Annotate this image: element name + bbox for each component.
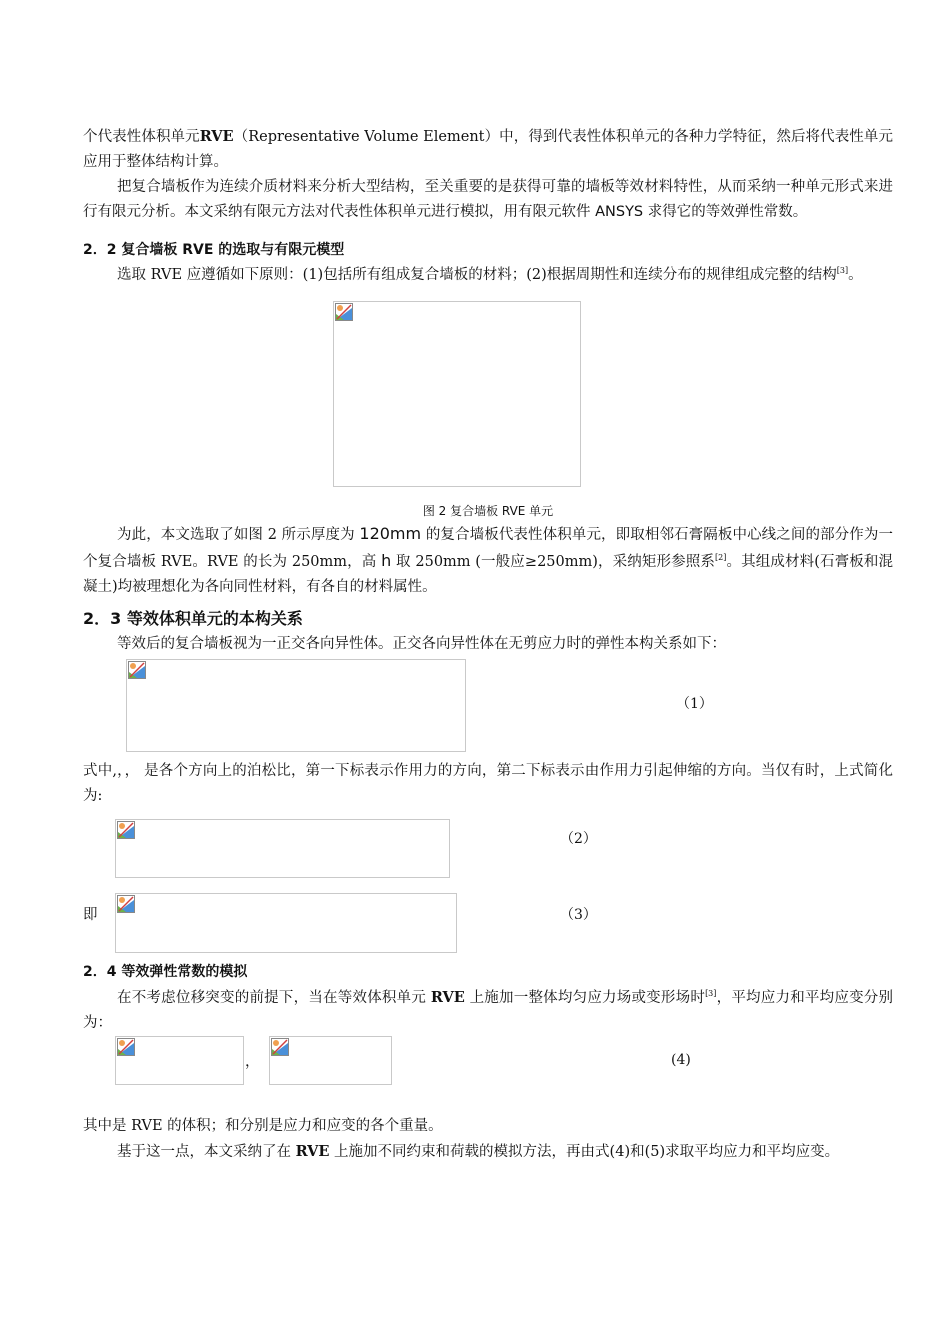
text: 为此，本文选取了如图 2 所示厚度为	[117, 527, 360, 543]
equation-4-separator: ，	[245, 1054, 260, 1070]
text: 取 250mm (一般应≥250mm)，采纳矩形参照系	[391, 554, 716, 570]
text-ansys: ANSYS	[595, 204, 644, 220]
paragraph-rve-intro	[83, 124, 893, 175]
paragraph-rve-selection	[83, 521, 893, 600]
text: 的复合墙板代表性体积单元，即取相邻石膏隔板中心线之间的部分作为一个复合墙板 RVE。RVE 的长为 250mm，高	[83, 527, 893, 570]
figure-2-caption	[83, 501, 893, 521]
equation-4b-image	[269, 1036, 392, 1085]
broken-image-icon	[335, 303, 353, 321]
citation-ref[interactable]: [3]	[705, 989, 717, 999]
broken-image-icon	[128, 661, 146, 679]
equation-4a-image	[115, 1036, 244, 1085]
text: （Representative Volume Element）中，得到代表性体积单元的各种力学特征，然后将代表性单元应用于整体结构计算。	[83, 129, 893, 170]
figure-2-image	[333, 301, 581, 487]
text-bold-rve: RVE	[430, 989, 465, 1006]
equation-2-number: （2）	[560, 831, 597, 847]
paragraph-poisson: 式中,，， 是各个方向上的泊松比，第一下标表示作用力的方向，第二下标表示由作用力引起伸缩的方向。当仅有时，上式简化为:	[83, 763, 893, 804]
text: 基于这一点，本文采纳了在	[117, 1144, 296, 1160]
equation-4-row	[83, 1036, 893, 1114]
broken-image-icon	[117, 821, 135, 839]
text: 个代表性体积单元	[83, 129, 200, 145]
document-body	[83, 124, 893, 1165]
equation-1-row	[83, 659, 893, 759]
text: 求得它的等效弹性常数。	[643, 204, 808, 220]
equation-1-image	[126, 659, 466, 752]
section-heading-2-2: 2．2 复合墙板 RVE 的选取与有限元模型	[83, 242, 345, 258]
paragraph-constitutive: 等效后的复合墙板视为一正交各向异性体。正交各向异性体在无剪应力时的弹性本构关系如下：	[117, 636, 726, 652]
text-bold-rve: RVE	[295, 1143, 330, 1160]
equation-3-number: （3）	[560, 907, 597, 923]
equation-3-image	[115, 893, 457, 953]
text: ，平均应力和平均应变分别为：	[83, 990, 894, 1031]
paragraph-rve-principles	[83, 263, 893, 288]
equation-2-image	[115, 819, 450, 878]
equation-2-row	[83, 819, 893, 885]
section-heading-2-4: 2．4 等效弹性常数的模拟	[83, 964, 248, 980]
paragraph-rve-volume: 其中是 RVE 的体积；和分别是应力和应变的各个重量。	[83, 1118, 443, 1134]
text-thickness: 120mm	[359, 524, 422, 543]
equation-3-prefix: 即	[83, 907, 98, 923]
section-heading-2-3: 2．3 等效体积单元的本构关系	[83, 609, 303, 628]
citation-ref[interactable]: [2]	[715, 553, 727, 563]
text: 把复合墙板作为连续介质材料来分析大型结构，至关重要的是获得可靠的墙板等效材料特性，从而采纳一种单元形式来进行有限元分析。本文采纳有限元方法对代表性体积单元进行模拟，用有限元软件	[83, 179, 893, 220]
text-h: h	[381, 551, 392, 570]
paragraph-simulation-method	[83, 1139, 893, 1165]
text: 上施加不同约束和荷载的模拟方法，再由式(4)和(5)求取平均应力和平均应变。	[329, 1144, 840, 1160]
text: 在不考虑位移突变的前提下，当在等效体积单元	[117, 990, 431, 1006]
equation-1-number: （1）	[676, 696, 713, 712]
citation-ref[interactable]: [3]	[836, 266, 849, 276]
paragraph-average-stress	[83, 985, 893, 1036]
text: 。其组成材料(石膏板和混凝土)均被理想化为各向同性材料，有各自的材料属性。	[83, 554, 894, 595]
text-bold-rve: RVE	[199, 128, 234, 145]
caption-text: 图 2 复合墙板 RVE 单元	[422, 504, 554, 518]
broken-image-icon	[117, 895, 135, 913]
broken-image-icon	[117, 1038, 135, 1056]
paragraph-composite-wall	[83, 175, 893, 225]
text: 上施加一整体均匀应力场或变形场时	[464, 990, 706, 1006]
text: 选取 RVE 应遵循如下原则：(1)包括所有组成复合墙板的材料；(2)根据周期性和连续分布的规律组成完整的结构	[117, 267, 837, 283]
equation-3-row	[83, 893, 893, 957]
broken-image-icon	[271, 1038, 289, 1056]
text: 。	[848, 267, 863, 283]
equation-4-number: (4)	[671, 1052, 691, 1068]
